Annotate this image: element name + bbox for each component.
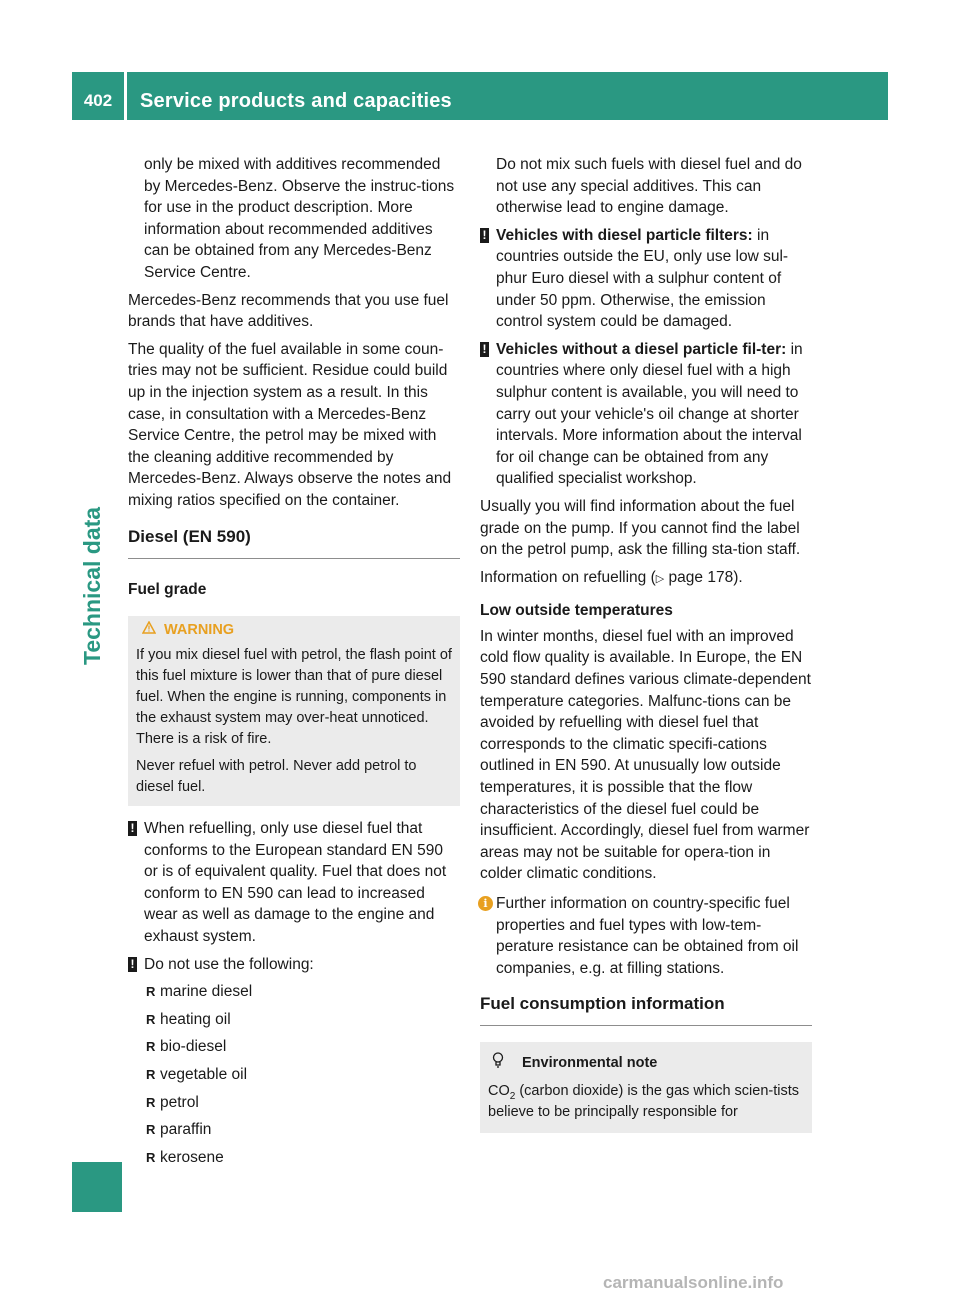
- environmental-note-text: $CO_2$ (carbon dioxide) is the gas which scien-tists believe to be principally responsible for: [488, 1083, 799, 1121]
- list-item: R bio-diesel: [144, 1036, 460, 1058]
- bullet-icon: R: [146, 1094, 156, 1110]
- info-text: Further information on country-specific fuel properties and fuel types with low-tem-perature resistance can be obtained from oil companies, e.g. at filling stations.: [496, 895, 799, 977]
- exclamation-icon: !: [128, 821, 137, 836]
- note-text: in countries where only diesel fuel with a high sulphur content is available, you will need to carry out your vehicle's oil change at shorter intervals. More information about the interval for oil change can be obtained from any qualified specialist workshop.: [496, 340, 803, 488]
- heading-fuel-consumption: Fuel consumption information: [480, 993, 812, 1026]
- list-item: R kerosene: [144, 1147, 460, 1169]
- subheading-fuel-grade: Fuel grade: [128, 580, 207, 598]
- environmental-note-box: [480, 1042, 812, 1133]
- header-divider: [124, 72, 127, 120]
- side-tab-label: Technical data: [79, 506, 105, 665]
- side-tab-marker: [72, 1162, 122, 1212]
- bullet-icon: R: [146, 1067, 156, 1083]
- list-item: R heating oil: [144, 1009, 460, 1031]
- paragraph: The quality of the fuel available in some coun-tries may not be sufficient. Residue could build up in the injection system as a result. In this case, in consultation with a Mercedes-Benz Service Centre, the petrol may be mixed with the cleaning additive recommended by Mercedes-Benz. Always observe the notes and mixing ratios specified on the container.: [128, 340, 452, 509]
- info-icon: i: [478, 896, 493, 911]
- bullet-icon: R: [146, 984, 156, 1000]
- warning-triangle-icon: [142, 620, 156, 641]
- subheading-low-temperatures: Low outside temperatures: [480, 602, 673, 620]
- bullet-icon: R: [146, 1039, 156, 1055]
- forbidden-fuel-list: [128, 981, 460, 1168]
- page-number: 402: [83, 91, 113, 110]
- heading-diesel: Diesel (EN 590): [128, 526, 460, 559]
- note-particle-filter: [480, 225, 812, 333]
- exclamation-icon: !: [128, 957, 137, 972]
- note-text: Do not use the following:: [144, 955, 314, 973]
- bullet-icon: R: [146, 1122, 156, 1138]
- paragraph: In winter months, diesel fuel with an improved cold flow quality is available. In Europe, the EN 590 standard defines various climate-dependent temperature categories. Malfunc-tions can be avoided by refuelling with diesel fuel that corresponds to the climatic specifi-cations outlined in EN 590. At unusually low outside temperatures, it is possible that the flow characteristics of the diesel fuel could be insufficient. Accordingly, diesel fuel from warmer areas may not be suitable for opera-tion in colder climatic conditions.: [480, 627, 811, 883]
- bullet-icon: R: [146, 1149, 156, 1165]
- note-do-not-use: [128, 954, 460, 976]
- watermark: carmanualsonline.info: [603, 1273, 784, 1292]
- exclamation-icon: !: [480, 342, 489, 357]
- note-text: When refuelling, only use diesel fuel that conforms to the European standard EN 590 or is of equivalent quality. Fuel that does not conform to EN 590 can lead to increased wear as well as damage to the engine and exhaust system.: [144, 820, 447, 946]
- list-item: R vegetable oil: [144, 1064, 460, 1086]
- note-bold: Vehicles with diesel particle filters:: [496, 226, 753, 244]
- note-no-particle-filter: [480, 339, 812, 490]
- page-reference-link[interactable]: page 178: [664, 568, 734, 586]
- note-refuelling: [128, 818, 460, 948]
- warning-box: [128, 616, 460, 806]
- paragraph-refuelling-ref: Information on refuelling (▷ page 178).: [480, 568, 743, 586]
- paragraph: Usually you will find information about the fuel grade on the pump. If you cannot find the label on the petrol pump, ask the filling sta-tion staff.: [480, 497, 801, 559]
- bullet-icon: R: [146, 1011, 156, 1027]
- list-item: R petrol: [144, 1092, 460, 1114]
- paragraph: Do not mix such fuels with diesel fuel and do not use any special additives. This can otherwise lead to engine damage.: [496, 156, 802, 217]
- environmental-note-header: [488, 1052, 804, 1075]
- warning-text: Never refuel with petrol. Never add petrol to diesel fuel.: [136, 758, 417, 796]
- warning-text: If you mix diesel fuel with petrol, the flash point of this fuel mixture is lower than that of pure diesel fuel. When the engine is running, components in the exhaust system may over-heat unnoticed. There is a risk of fire.: [136, 647, 452, 748]
- note-bold: Vehicles without a diesel particle fil-ter:: [496, 340, 787, 358]
- list-item: R marine diesel: [144, 981, 460, 1003]
- info-note: [480, 893, 812, 979]
- lightbulb-icon: [492, 1052, 504, 1075]
- section-title: Service products and capacities: [140, 90, 452, 112]
- warning-header: [136, 620, 452, 641]
- paragraph: Mercedes-Benz recommends that you use fuel brands that have additives.: [128, 291, 449, 331]
- warning-title: WARNING: [164, 622, 235, 639]
- right-column: [480, 154, 812, 1133]
- paragraph: only be mixed with additives recommended by Mercedes-Benz. Observe the instruc-tions for use in the product description. More information about recommended additives can be obtained from any Mercedes-Benz Service Centre.: [144, 156, 455, 281]
- arrow-right-icon: ▷: [655, 572, 665, 585]
- note-text: in countries outside the EU, only use low sul-phur Euro diesel with a sulphur content of under 50 ppm. Otherwise, the emission control system could be damaged.: [496, 226, 789, 331]
- left-column: [128, 154, 460, 1174]
- exclamation-icon: !: [480, 228, 489, 243]
- environmental-note-title: Environmental note: [522, 1055, 658, 1072]
- list-item: R paraffin: [144, 1119, 460, 1141]
